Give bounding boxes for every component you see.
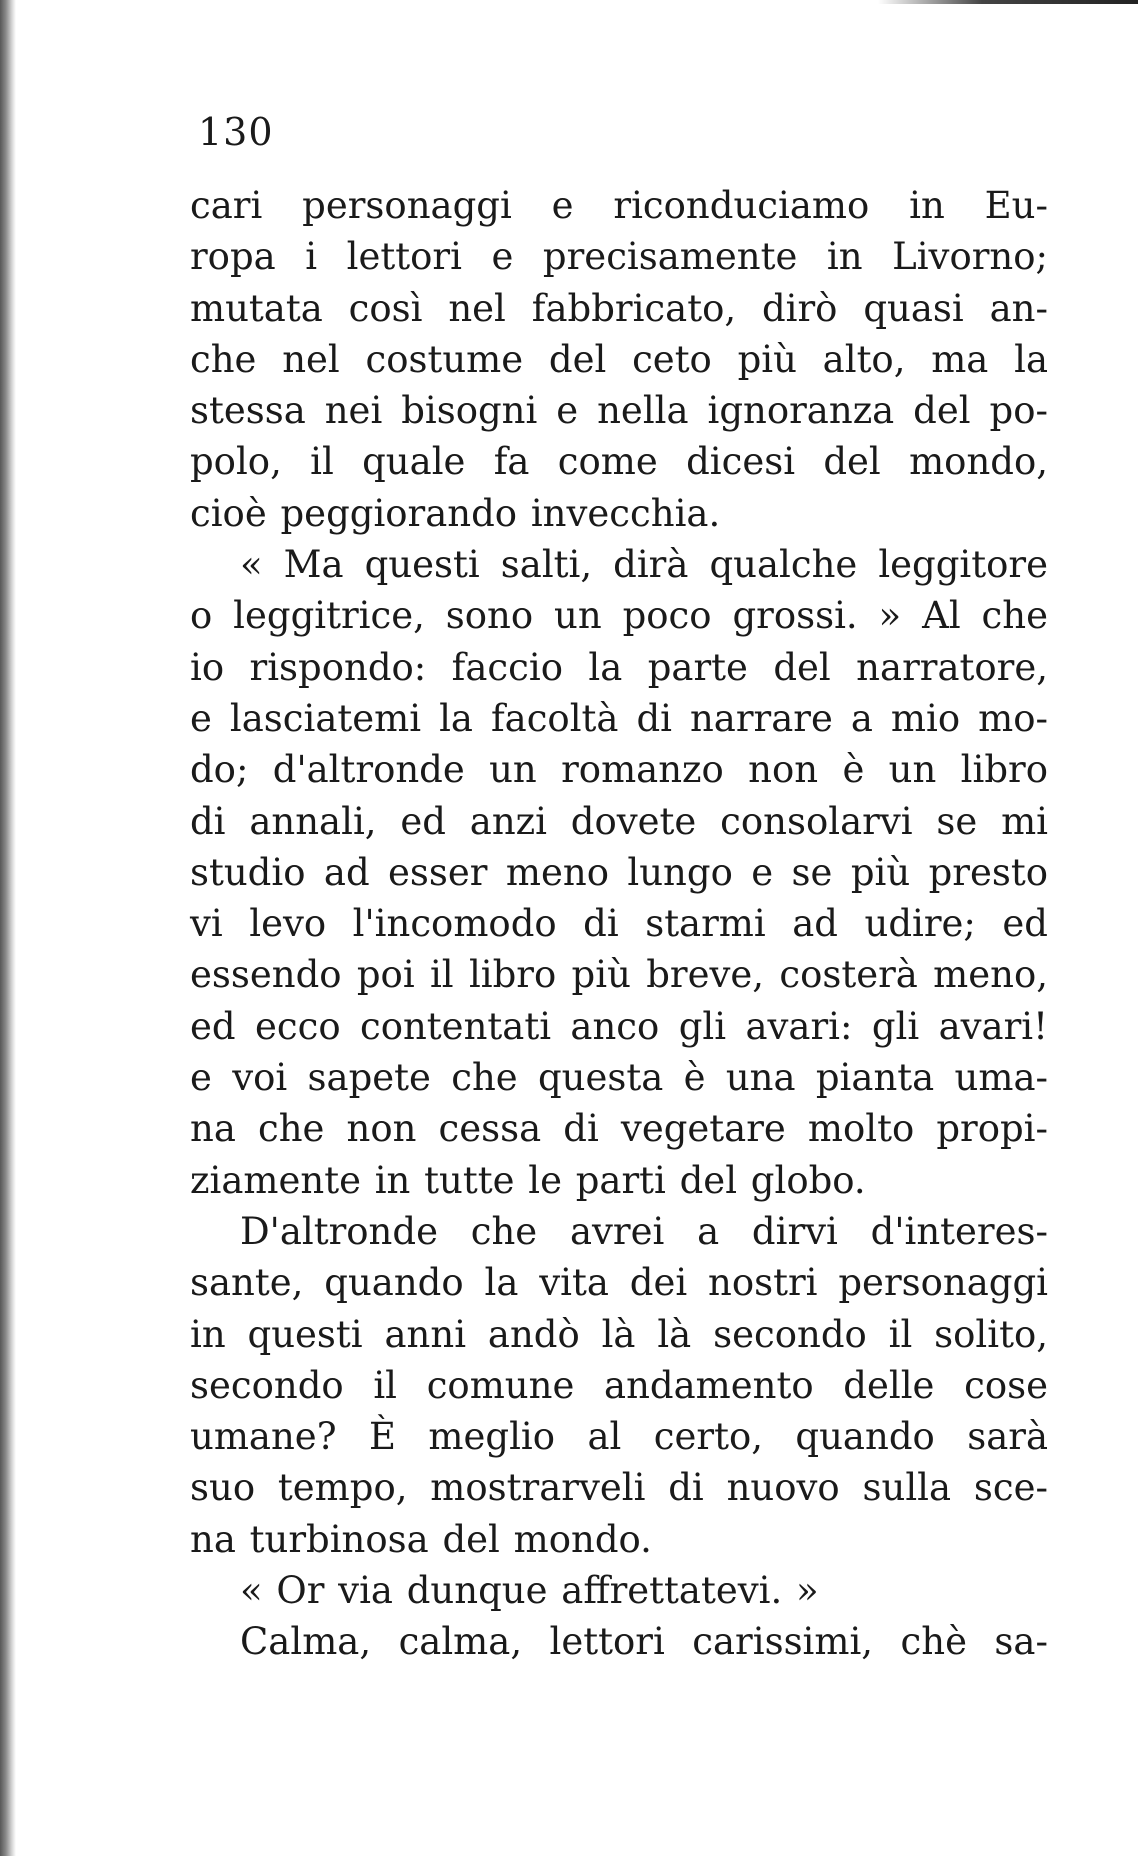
- text-line: o leggitrice, sono un poco grossi. » Al che: [190, 594, 1048, 638]
- text-line: ropa i lettori e precisamente in Livorno;: [190, 235, 1048, 279]
- text-line: polo, il quale fa come dicesi del mondo,: [190, 440, 1048, 484]
- text-line: sante, quando la vita dei nostri personaggi: [190, 1261, 1048, 1305]
- page-number: 130: [198, 110, 274, 154]
- body-text: [190, 180, 1048, 1668]
- text-line: mutata così nel fabbricato, dirò quasi an-: [190, 286, 1048, 330]
- text-line: stessa nei bisogni e nella ignoranza del po-: [190, 389, 1048, 433]
- text-line: cari personaggi e riconduciamo in Eu-: [190, 184, 1048, 227]
- scan-top-edge: [878, 0, 1138, 4]
- text-line: di annali, ed anzi dovete consolarvi se mi: [190, 799, 1048, 843]
- text-line: Calma, calma, lettori carissimi, chè sa-: [240, 1620, 1048, 1664]
- text-line: na turbinosa del mondo.: [190, 1517, 652, 1561]
- text-line: ziamente in tutte le parti del globo.: [190, 1158, 866, 1202]
- text-line: e lasciatemi la facoltà di narrare a mio mo-: [190, 696, 1048, 740]
- text-line: D'altronde che avrei a dirvi d'interes-: [240, 1209, 1048, 1253]
- text-line: secondo il comune andamento delle cose: [190, 1363, 1048, 1407]
- text-line: « Or via dunque affrettatevi. »: [240, 1569, 819, 1613]
- text-line: studio ad esser meno lungo e se più presto: [190, 850, 1048, 894]
- text-line: suo tempo, mostrarveli di nuovo sulla sce-: [190, 1466, 1048, 1510]
- text-line: do; d'altronde un romanzo non è un libro: [190, 748, 1048, 792]
- text-line: umane? È meglio al certo, quando sarà: [190, 1415, 1048, 1459]
- text-line: e voi sapete che questa è una pianta uma-: [190, 1056, 1048, 1100]
- text-line: essendo poi il libro più breve, costerà meno,: [190, 953, 1048, 997]
- text-line: che nel costume del ceto più alto, ma la: [190, 337, 1048, 381]
- text-line: in questi anni andò là là secondo il solito,: [190, 1312, 1048, 1356]
- text-line: na che non cessa di vegetare molto propi-: [190, 1107, 1048, 1151]
- text-line: vi levo l'incomodo di starmi ad udire; ed: [190, 902, 1048, 946]
- text-line: « Ma questi salti, dirà qualche leggitore: [240, 543, 1048, 587]
- text-line: cioè peggiorando invecchia.: [190, 491, 721, 535]
- text-line: ed ecco contentati anco gli avari: gli avari!: [190, 1004, 1048, 1048]
- text-line: io rispondo: faccio la parte del narratore,: [190, 645, 1048, 689]
- scan-gutter-shadow: [0, 0, 16, 1856]
